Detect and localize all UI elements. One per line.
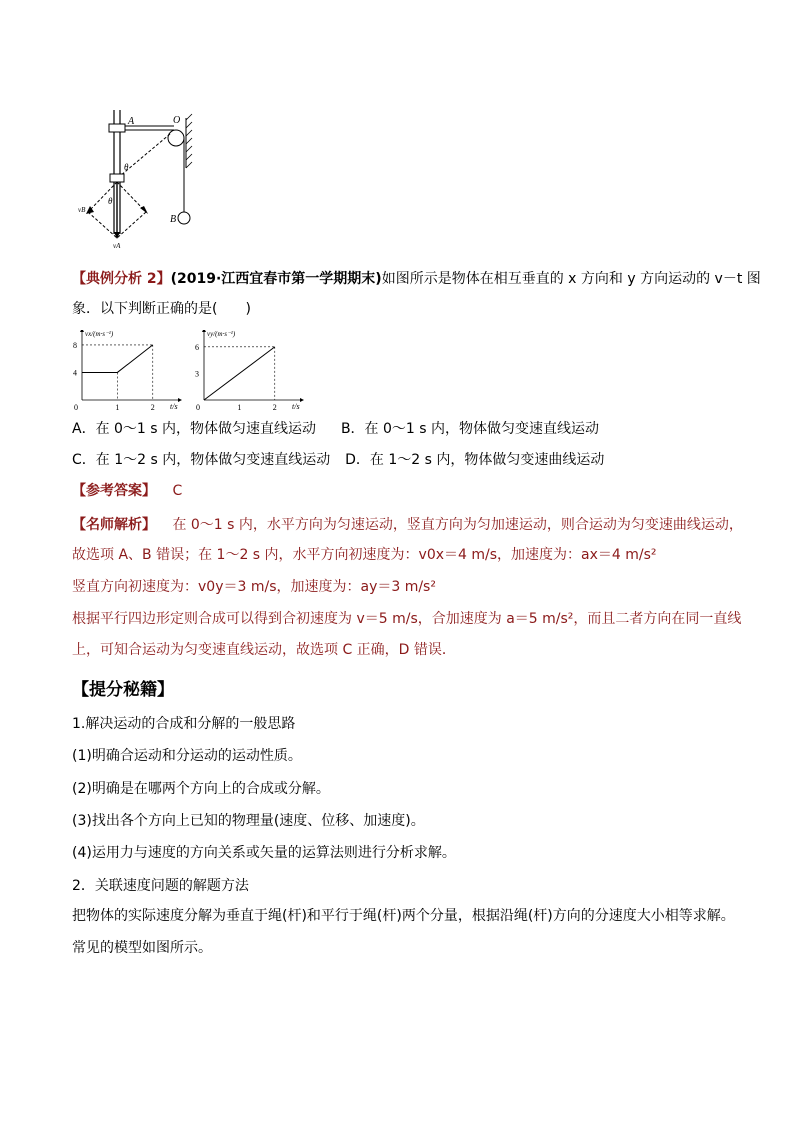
label-A: A — [128, 116, 135, 127]
answer-row — [72, 481, 182, 501]
example-tag: 【典例分析 2】 — [72, 271, 171, 287]
y-tick-label: 8 — [73, 340, 77, 350]
tips-p3: (2)明确是在哪两个方向上的合成或分解。 — [72, 781, 330, 797]
label-O: O — [173, 115, 181, 126]
vx-t-chart — [70, 330, 190, 410]
x-axis-label: t/s — [170, 402, 178, 410]
tips-p8: 常见的模型如图所示。 — [72, 940, 212, 956]
option-D: D．在 1～2 s 内，物体做匀变速曲线运动 — [345, 452, 605, 468]
y-axis-arrow — [80, 330, 84, 332]
x-axis-arrow — [178, 398, 182, 402]
top-sleeve — [109, 124, 125, 132]
analysis-line-2: 故选项 A、B 错误；在 1～2 s 内，水平方向初速度为：v0x＝4 m/s，加速度为：ax＝4 m/s² — [72, 547, 657, 563]
option-C: C．在 1～2 s 内，物体做匀变速直线运动 — [72, 452, 331, 468]
label-vA: vA — [113, 242, 121, 250]
label-B: B — [170, 214, 177, 225]
y-tick-label: 4 — [73, 368, 77, 378]
option-row-1 — [72, 419, 599, 439]
option-row-2 — [72, 450, 604, 470]
x-tick-label: 1 — [237, 403, 242, 410]
x-tick-label: 0 — [74, 403, 78, 410]
tips-p2: (1)明确合运动和分运动的运动性质。 — [72, 748, 302, 764]
series-line-1 — [82, 345, 153, 373]
y-axis-label: vy/(m·s⁻¹) — [207, 330, 236, 338]
tips-heading: 【提分秘籍】 — [72, 680, 174, 700]
x-tick-label: 0 — [196, 403, 200, 410]
example-text-1: 如图所示是物体在相互垂直的 x 方向和 y 方向运动的 v－t 图 — [381, 271, 761, 287]
y-axis-label: vx/(m·s⁻¹) — [85, 330, 114, 338]
y-tick-label: 6 — [195, 342, 199, 352]
option-B: B．在 0～1 s 内，物体做匀变速直线运动 — [340, 421, 600, 437]
x-tick-label: 2 — [150, 403, 155, 410]
tips-p5: (4)运用力与速度的方向关系或矢量的运算法则进行分析求解。 — [72, 845, 456, 861]
series-line-2 — [204, 347, 275, 400]
ball-B — [178, 212, 190, 224]
tips-p4: (3)找出各个方向上已知的物理量(速度、位移、加速度)。 — [72, 813, 425, 829]
analysis-line-5: 上，可知合运动为匀变速直线运动，故选项 C 正确，D 错误． — [72, 642, 456, 658]
y-axis-arrow — [202, 330, 206, 332]
analysis-line-3: 竖直方向初速度为：v0y＝3 m/s，加速度为：ay＝3 m/s² — [72, 579, 436, 595]
example-text-2: 象．以下判断正确的是( ) — [72, 301, 251, 317]
answer-label: 【参考答案】 — [72, 483, 156, 499]
vy-t-chart — [192, 330, 312, 410]
analysis-line-1: 【名师解析】 在 0～1 s 内，水平方向为匀速运动，竖直方向为匀加速运动，则合运动为匀变速曲线运动， — [72, 517, 743, 533]
example-line-1 — [72, 269, 761, 289]
x-axis-arrow — [300, 398, 304, 402]
rod-rope-diagram — [78, 108, 208, 250]
label-theta-2: θ — [108, 196, 113, 206]
x-tick-label: 2 — [272, 403, 277, 410]
x-tick-label: 1 — [115, 403, 120, 410]
option-A: A．在 0～1 s 内，物体做匀速直线运动 — [72, 421, 317, 437]
label-theta-1: θ — [124, 162, 129, 172]
x-axis-label: t/s — [292, 402, 300, 410]
ring-A — [110, 174, 124, 182]
label-vB: vB — [78, 206, 86, 214]
analysis-line-4: 根据平行四边形定则合成可以得到合初速度为 v＝5 m/s，合加速度为 a＝5 m/s²，而且二者方向在同一直线 — [72, 611, 742, 627]
answer-value: C — [172, 483, 183, 499]
tips-p6: 2．关联速度问题的解题方法 — [72, 878, 249, 894]
analysis-label: 【名师解析】 — [72, 517, 156, 533]
y-tick-label: 3 — [195, 369, 199, 379]
tips-p1: 1.解决运动的合成和分解的一般思路 — [72, 716, 296, 732]
pulley — [168, 130, 184, 146]
tips-p7: 把物体的实际速度分解为垂直于绳(杆)和平行于绳(杆)两个分量，根据沿绳(杆)方向的分速度大小相等求解。 — [72, 908, 735, 924]
example-source: (2019·江西宜春市第一学期期末) — [170, 271, 382, 287]
